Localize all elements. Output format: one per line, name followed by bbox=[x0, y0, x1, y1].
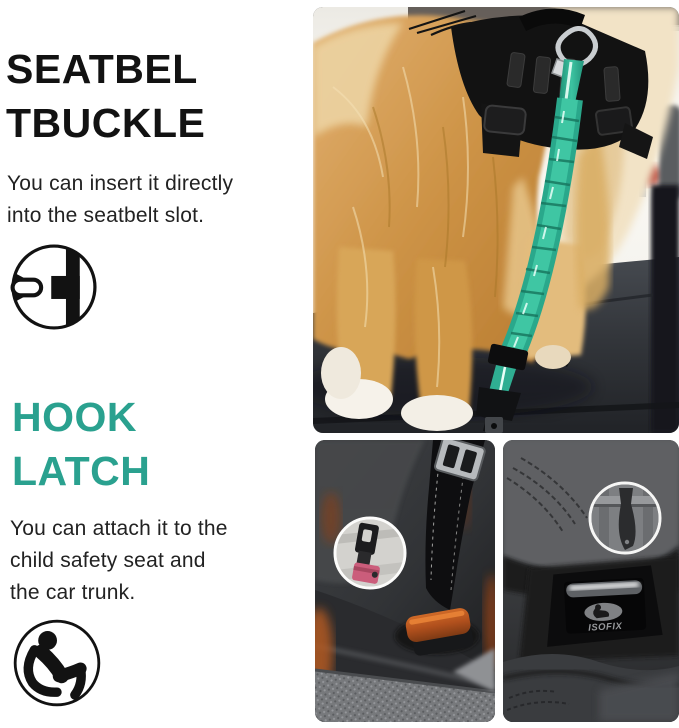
dog-leg bbox=[415, 259, 472, 411]
isofix-anchor-bezel bbox=[543, 565, 663, 647]
isofix-label: ISOFIX bbox=[587, 620, 623, 634]
seatbelt-buckle-heading bbox=[6, 42, 205, 150]
inset-circle bbox=[335, 518, 405, 588]
hook-latch-heading bbox=[12, 390, 150, 498]
seatbelt-buckle-description bbox=[7, 168, 233, 232]
inset-circle bbox=[590, 483, 660, 553]
heading-line-2: TBUCKLE bbox=[6, 100, 206, 146]
seatbelt-buckle-icon bbox=[8, 241, 100, 333]
heading-line-2: LATCH bbox=[12, 448, 151, 494]
heading-line-1: HOOK bbox=[12, 394, 137, 440]
description-line: into the seatbelt slot. bbox=[7, 204, 205, 227]
dog-paw bbox=[401, 395, 473, 431]
hook-latch-photo bbox=[503, 440, 679, 722]
description-line: child safety seat and bbox=[10, 549, 206, 572]
description-line: the car trunk. bbox=[10, 581, 136, 604]
description-line: You can attach it to the bbox=[10, 517, 228, 540]
heading-line-1: SEATBEL bbox=[6, 46, 198, 92]
dog-harness-photo bbox=[313, 7, 679, 433]
harness-buckle bbox=[484, 105, 526, 135]
description-line: You can insert it directly bbox=[7, 172, 234, 195]
hook-latch-description bbox=[10, 513, 228, 609]
passenger-seat-icon bbox=[10, 616, 104, 710]
seatbelt-buckle-photo bbox=[315, 440, 495, 722]
